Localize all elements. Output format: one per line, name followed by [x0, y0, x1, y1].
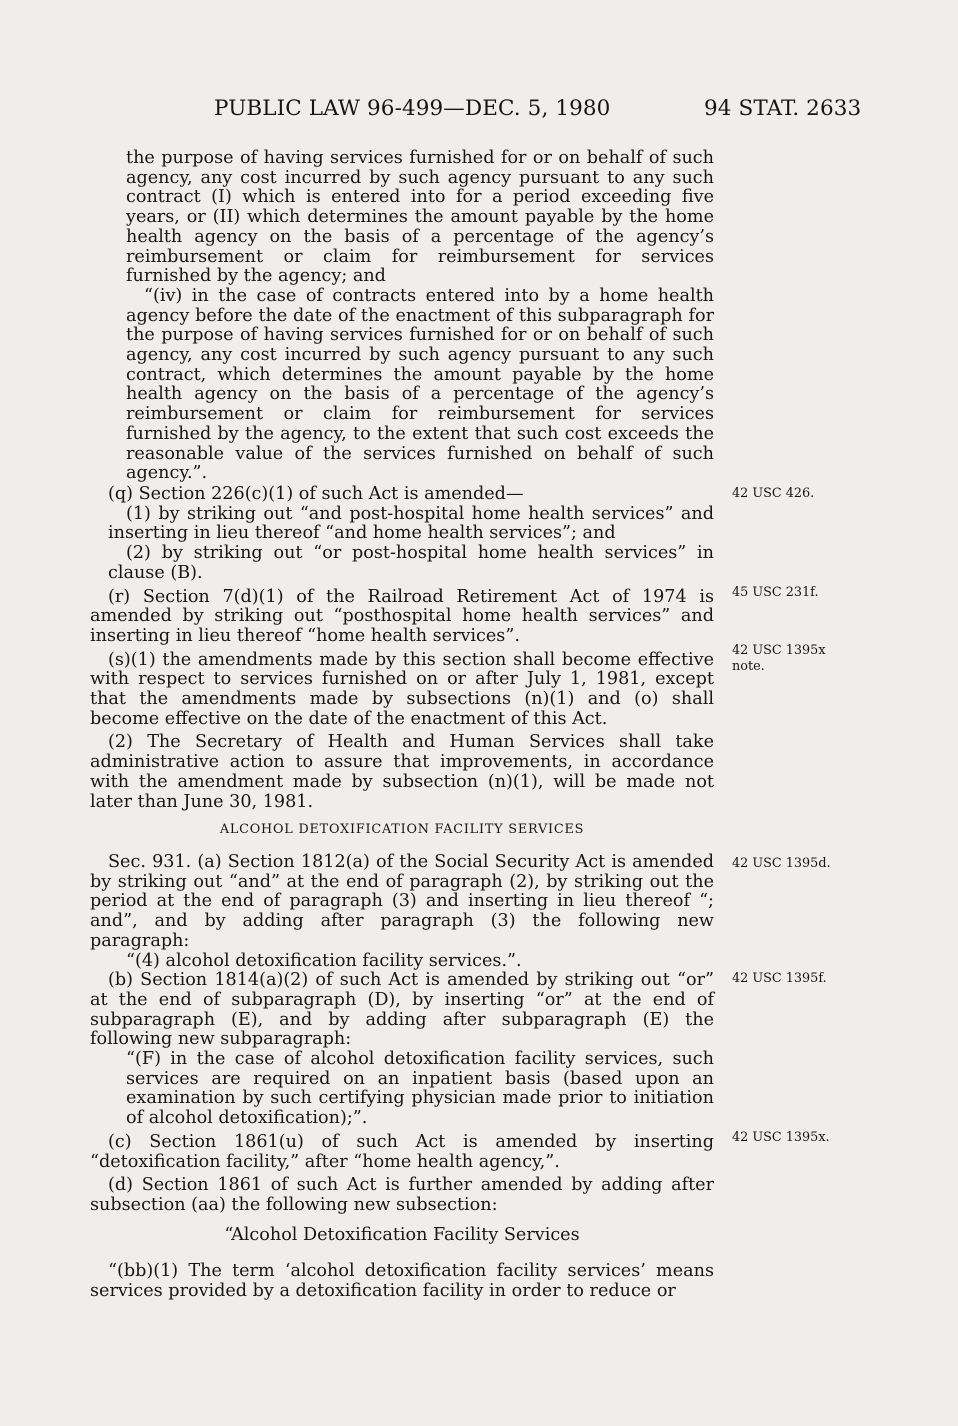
page-header [0, 96, 958, 126]
subsection-q-clause-2: (2) by striking out “or post-hospital home health services” in clause (B). [108, 543, 714, 583]
subsection-q-clause-1: (1) by striking out “and post-hospital home health services” and inserting in lieu thereof “and home health services”; and [108, 503, 714, 544]
statute-page-number: 94 STAT. 2633 [704, 96, 862, 121]
margin-citation: note. [732, 659, 765, 674]
new-paragraph-4: “(4) alcohol detoxification facility services.”. [126, 950, 522, 971]
section-931-b: (b) Section 1814(a)(2) of such Act is amended by striking out “or” at the end of subparagraph (D), by inserting “or” at the end of subparagraph (E), and by adding after subparagraph (E) the following new subparagraph: [90, 970, 714, 1050]
section-heading: ALCOHOL DETOXIFICATION FACILITY SERVICES [219, 822, 585, 837]
margin-citation: 42 USC 1395x [732, 643, 826, 658]
margin-citation: 42 USC 426. [732, 486, 815, 501]
paragraph-iv: “(iv) in the case of contracts entered into by a home health agency before the date of the enactment of this subparagraph for the purpose of having services furnished for or on behalf of such agency, any cost incurred by such agency pursuant to any such contract, which determines the amount payable by the home health agency on the basis of a percentage of the agency’s reimbursement or claim for reimbursement for services furnished by the agency, to the extent that such cost exceeds the reasonable value of the services furnished on behalf of such agency.”. [126, 285, 714, 484]
section-931-a: Sec. 931. (a) Section 1812(a) of the Social Security Act is amended by striking out “and” at the end of paragraph (2), by striking out the period at the end of paragraph (3) and inserting in lieu thereof “; and”, and by adding after paragraph (3) the following new paragraph: [90, 852, 714, 951]
text-block-subsections-q-s [90, 485, 714, 812]
text-block-continuation [90, 149, 714, 484]
section-931-d: (d) Section 1861 of such Act is further amended by adding after subsection (aa) the following new subsection: [90, 1175, 714, 1215]
subsection-bb-1: “(bb)(1) The term ‘alcohol detoxification facility services’ means services provided by a detoxification facility in order to reduce or [90, 1261, 714, 1301]
margin-citation: 42 USC 1395d. [732, 856, 831, 871]
margin-citation: 42 USC 1395x. [732, 1130, 830, 1145]
subsection-heading: “Alcohol Detoxification Facility Services [224, 1225, 580, 1245]
text-block-bb [90, 1262, 714, 1301]
margin-citation: 45 USC 231f. [732, 585, 819, 600]
text-block-section-931 [90, 853, 714, 1216]
subsection-r: (r) Section 7(d)(1) of the Railroad Retirement Act of 1974 is amended by striking out “posthospital home health services” and inserting in lieu thereof “home health services”. [90, 586, 714, 646]
new-subparagraph-f: “(F) in the case of alcohol detoxification facility services, such services are required on an inpatient basis (based upon an examination by such certifying physician made prior to initiation of alcohol detoxification);”. [126, 1049, 714, 1129]
section-931-c: (c) Section 1861(u) of such Act is amended by inserting “detoxification facility,” after “home health agency,”. [90, 1131, 714, 1172]
margin-citation: 42 USC 1395f. [732, 971, 827, 986]
subsection-s-1: (s)(1) the amendments made by this section shall become effective with respect to services furnished on or after July 1, 1981, except that the amendments made by subsections (n)(1) and (o) shall become effective on the date of the enactment of this Act. [90, 649, 714, 729]
paragraph-iii-continuation: the purpose of having services furnished for or on behalf of such agency, any cost incurred by such agency pursuant to any such contract (I) which is entered into for a period exceeding five years, or (II) which determines the amount payable by the home health agency on the basis of a percentage of the agency’s reimbursement or claim for reimbursement for services furnished by the agency; and [126, 148, 714, 287]
subsection-q: (q) Section 226(c)(1) of such Act is amended— [108, 484, 524, 504]
subsection-s-2: (2) The Secretary of Health and Human Services shall take administrative action to assure that improvements, in accordance with the amendment made by subsection (n)(1), will be made not later than June 30, 1981. [90, 732, 714, 812]
running-title: PUBLIC LAW 96-499—DEC. 5, 1980 [214, 96, 611, 121]
